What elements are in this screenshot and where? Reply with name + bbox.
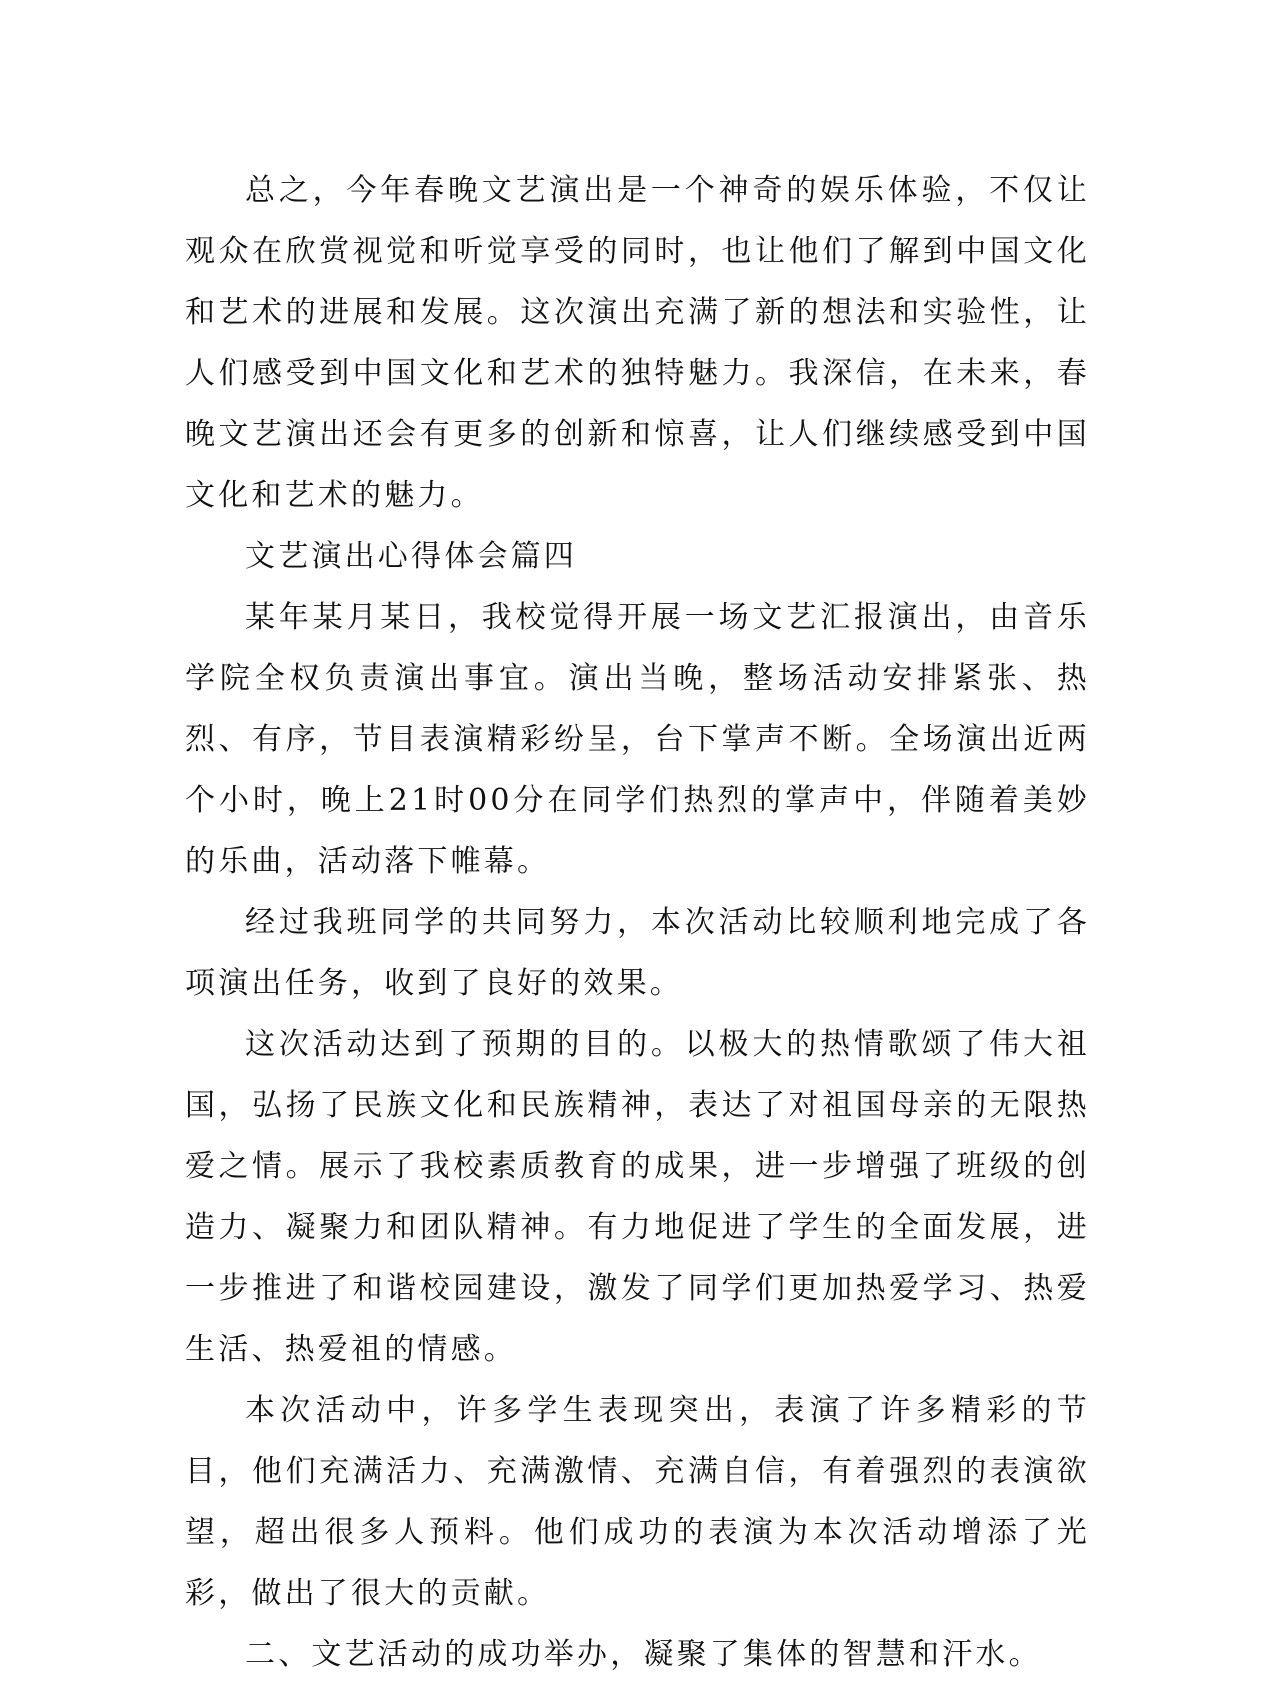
section-heading: 文艺演出心得体会篇四 (245, 539, 577, 574)
paragraph-class-effort: 经过我班同学的共同努力，本次活动比较顺利地完成了各项演出任务，收到了良好的效果。 (185, 905, 1090, 1001)
paragraph-conclusion: 总之，今年春晚文艺演出是一个神奇的娱乐体验，不仅让观众在欣赏视觉和听觉享受的同时，也让他们了解到中国文化和艺术的进展和发展。这次演出充满了新的想法和实验性，让人们感受到中国文化和艺术的独特魅力。我深信，在未来，春晚文艺演出还会有更多的创新和惊喜，让人们继续感受到中国文化和艺术的魅力。 (185, 173, 1090, 513)
document-body (185, 160, 1090, 1685)
paragraph-event-intro: 某年某月某日，我校觉得开展一场文艺汇报演出，由音乐学院全权负责演出事宜。演出当晚，整场活动安排紧张、热烈、有序，节目表演精彩纷呈，台下掌声不断。全场演出近两个小时，晚上21时00分在同学们热烈的掌声中，伴随着美妙的乐曲，活动落下帷幕。 (185, 600, 1090, 879)
paragraph-goals-achieved: 这次活动达到了预期的目的。以极大的热情歌颂了伟大祖国，弘扬了民族文化和民族精神，表达了对祖国母亲的无限热爱之情。展示了我校素质教育的成果，进一步增强了班级的创造力、凝聚力和团队精神。有力地促进了学生的全面发展，进一步推进了和谐校园建设，激发了同学们更加热爱学习、热爱生活、热爱祖的情感。 (185, 1027, 1090, 1367)
paragraph-point-two: 二、文艺活动的成功举办，凝聚了集体的智慧和汗水。 (245, 1637, 1042, 1672)
paragraph-student-performance: 本次活动中，许多学生表现突出，表演了许多精彩的节目，他们充满活力、充满激情、充满自信，有着强烈的表演欲望，超出很多人预料。他们成功的表演为本次活动增添了光彩，做出了很大的贡献。 (185, 1393, 1090, 1611)
